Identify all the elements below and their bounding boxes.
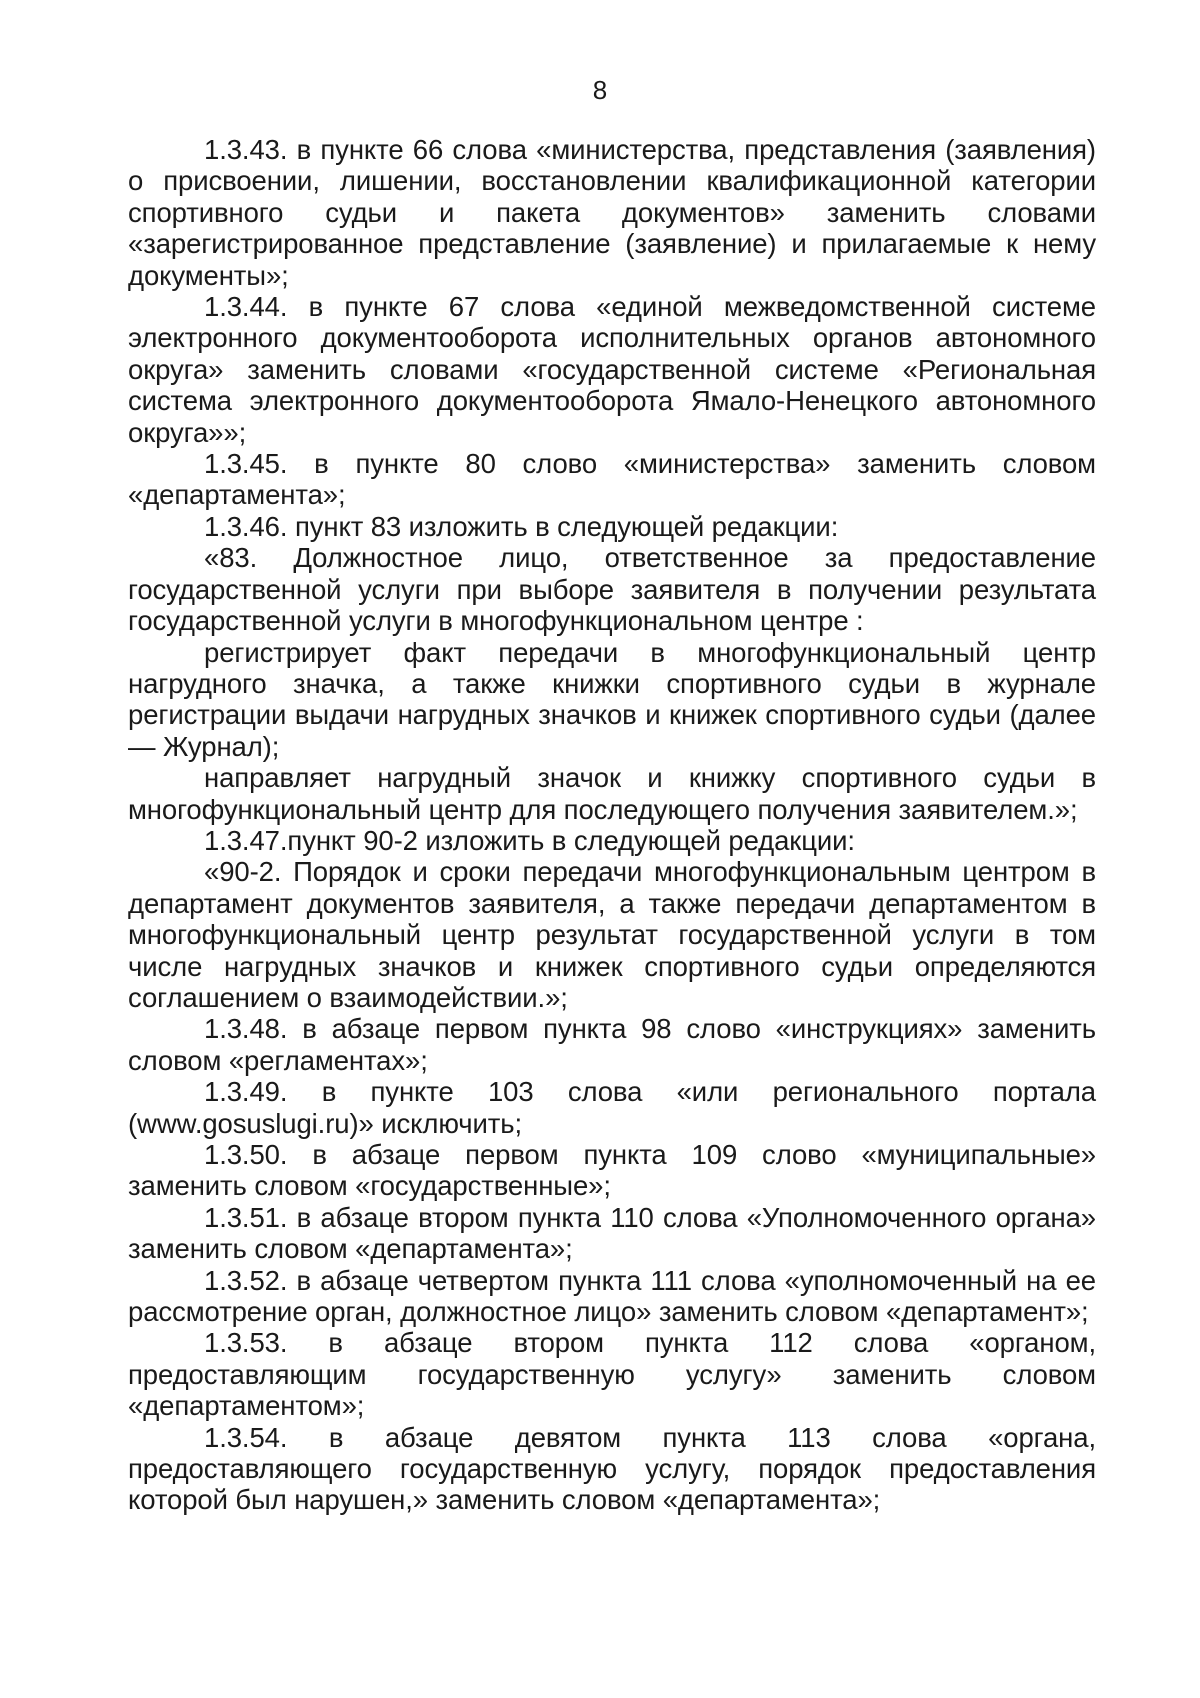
paragraph-1-3-54: 1.3.54. в абзаце девятом пункта 113 слова «органа, предоставляющего государственную услугу, порядок предоставления которой был нарушен,» заменить словом «департамента»; [128,1421,1096,1516]
paragraph-90-2-text: «90-2. Порядок и сроки передачи многофункциональным центром в департамент документов заявителя, а также передачи департаментом в многофункциональный центр результат государственной услуги в том числе нагрудных значков и книжек спортивного судьи определяются соглашением о взаимодействии.»; [128,856,1096,1013]
paragraph-1-3-45: 1.3.45. в пункте 80 слово «министерства» заменить словом «департамента»; [128,448,1096,511]
paragraph-1-3-50: 1.3.50. в абзаце первом пункта 109 слово «муниципальные» заменить словом «государственные»; [128,1139,1096,1202]
paragraph-83-text: «83. Должностное лицо, ответственное за предоставление государственной услуги при выборе заявителя в получении результата государственной услуги в многофункциональном центре : [128,542,1096,637]
paragraph-1-3-46: 1.3.46. пункт 83 изложить в следующей редакции: [204,510,839,542]
paragraph-83-registers: регистрирует факт передачи в многофункциональный центр нагрудного значка, а также книжки спортивного судьи в журнале регистрации выдачи нагрудных значков и книжек спортивного судьи (далее — Журнал); [128,636,1096,762]
page-number: 8 [592,75,608,105]
paragraph-1-3-52: 1.3.52. в абзаце четвертом пункта 111 слова «уполномоченный на ее рассмотрение орган, должностное лицо» заменить словом «департамент»; [128,1264,1096,1328]
paragraph-1-3-47: 1.3.47.пункт 90-2 изложить в следующей редакции: [204,824,855,856]
paragraph-1-3-43: 1.3.43. в пункте 66 слова «министерства, представления (заявления) о присвоении, лишении, восстановлении квалификационной категории спортивного судьи и пакета документов» заменить словами «зарегистрированное представление (заявление) и прилагаемые к нему документы»; [128,134,1096,291]
paragraph-1-3-53: 1.3.53. в абзаце втором пункта 112 слова «органом, предоставляющим государственную услугу» заменить словом «департаментом»; [128,1327,1096,1422]
paragraph-1-3-49: 1.3.49. в пункте 103 слова «или регионального портала (www.gosuslugi.ru)» исключить; [128,1076,1096,1139]
paragraph-83-sends: направляет нагрудный значок и книжку спортивного судьи в многофункциональный центр для последующего получения заявителем.»; [128,762,1096,825]
paragraph-1-3-44: 1.3.44. в пункте 67 слова «единой межведомственной системе электронного документооборота исполнительных органов автономного округа» заменить словами «государственной системе «Региональная система электронного документооборота Ямало-Ненецкого автономного округа»»; [128,291,1096,448]
paragraph-1-3-48: 1.3.48. в абзаце первом пункта 98 слово «инструкциях» заменить словом «регламентах»; [128,1013,1096,1076]
paragraph-1-3-51: 1.3.51. в абзаце втором пункта 110 слова «Уполномоченного органа» заменить словом «департамента»; [128,1201,1096,1265]
document-body [128,134,1096,1516]
